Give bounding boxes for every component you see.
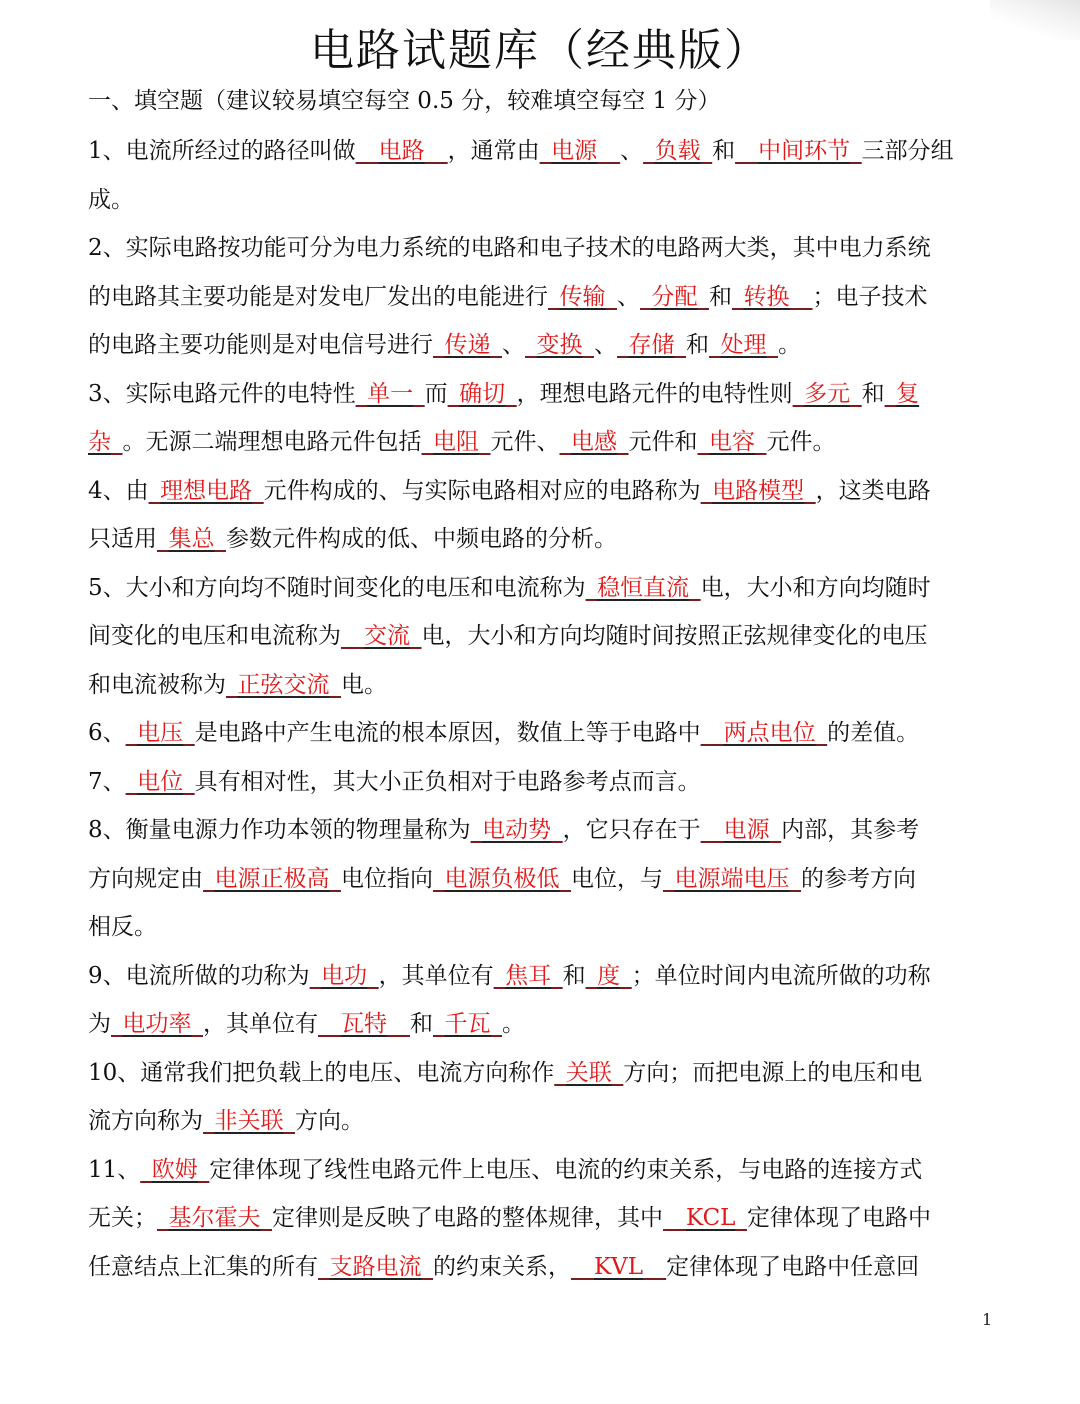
text-line — [88, 619, 928, 653]
question-text: 电位，与 — [571, 865, 663, 892]
answer-blank: __电路__ — [355, 138, 448, 164]
question-text: 相反。 — [88, 914, 157, 940]
question-text: 定律则是反映了电路的整体规律，其中 — [272, 1205, 663, 1231]
question-text: 11、 — [88, 1156, 141, 1183]
question-text: ，其单位有 — [203, 1011, 318, 1037]
answer-blank: _度_ — [585, 962, 632, 989]
question-text: 10、通常我们把负载上的电压、电流方向称作 — [88, 1059, 555, 1086]
answer-blank: _非关联_ — [203, 1108, 295, 1134]
text-line — [88, 1104, 364, 1138]
text-line — [88, 522, 617, 556]
question-text: 电，大小和方向均随时 — [700, 574, 931, 601]
question-text: 和 — [686, 332, 709, 358]
question-text: 8、衡量电源力作功本领的物理量称为 — [88, 817, 471, 843]
answer-blank: 杂_ — [88, 429, 123, 455]
answer-blank: _支路电流_ — [318, 1253, 433, 1280]
question-text: 的电路主要功能则是对电信号进行 — [88, 332, 433, 358]
answer-blank: _电源负极低_ — [433, 865, 571, 892]
text-line — [88, 183, 134, 217]
text-line — [88, 862, 916, 896]
question-text: 1、电流所经过的路径叫做 — [88, 138, 356, 164]
answer-blank: _欧姆_ — [140, 1156, 210, 1183]
text-line — [88, 910, 157, 944]
answer-blank: _焦耳_ — [493, 962, 563, 989]
answer-blank: _理想电路_ — [148, 477, 264, 504]
text-line — [88, 1250, 919, 1284]
answer-blank: _处理_ — [709, 332, 778, 358]
answer-blank: _电容_ — [697, 429, 767, 455]
question-text: 元件。 — [766, 429, 836, 455]
question-text: 是电路中产生电流的根本原因，数值上等于电路中 — [194, 720, 701, 746]
answer-blank: _传输_ — [548, 283, 617, 310]
question-text: 和电流被称为 — [88, 671, 226, 698]
answer-blank: _电阻_ — [421, 429, 491, 455]
answer-blank: _电感_ — [559, 429, 629, 455]
text-line — [88, 474, 931, 508]
answer-blank: _基尔霍夫_ — [157, 1205, 272, 1231]
question-text: 方向；而把电源上的电压和电 — [623, 1059, 923, 1086]
answer-blank: __电源_ — [700, 817, 782, 843]
answer-blank: _电源正极高_ — [203, 865, 341, 892]
question-text: 的电路其主要功能是对发电厂发出的电能进行 — [88, 283, 548, 310]
answer-blank: _存储_ — [617, 332, 686, 358]
answer-blank: _电功_ — [309, 962, 379, 989]
answer-blank: _电功率_ — [111, 1011, 203, 1037]
question-text: 只适用 — [88, 526, 157, 552]
question-text: ，其单位有 — [378, 962, 494, 989]
answer-blank: __瓦特__ — [318, 1011, 410, 1037]
question-text: 电位指向 — [341, 865, 433, 892]
question-text: 的参考方向 — [801, 865, 916, 892]
question-text: 元件构成的、与实际电路相对应的电路称为 — [263, 477, 701, 504]
question-text: 方向。 — [295, 1108, 364, 1134]
question-text: 方向规定由 — [88, 865, 203, 892]
answer-blank: __两点电位_ — [700, 720, 828, 746]
page-number: 1 — [982, 1310, 993, 1329]
answer-blank: _正弦交流_ — [226, 671, 341, 698]
question-text: ，理想电路元件的电特性则 — [516, 380, 793, 407]
question-text: 的约束关系， — [433, 1253, 571, 1280]
text-line — [88, 1201, 931, 1235]
question-text: ，它只存在于 — [562, 817, 701, 843]
answer-blank: _电路模型_ — [700, 477, 816, 504]
text-line — [88, 813, 919, 847]
question-text: 内部，其参考 — [781, 817, 920, 843]
question-text: 3、实际电路元件的电特性 — [88, 380, 356, 407]
text-line — [88, 280, 928, 314]
answer-blank: _复 — [884, 380, 920, 407]
question-text: 9、电流所做的功称为 — [88, 962, 310, 989]
question-text: 任意结点上汇集的所有 — [88, 1253, 318, 1280]
question-text: 5、大小和方向均不随时间变化的电压和电流称为 — [88, 574, 586, 601]
answer-blank: _变换_ — [525, 332, 594, 358]
question-text: 流方向称为 — [88, 1108, 203, 1134]
answer-blank: _传递_ — [433, 332, 502, 358]
answer-blank: __KVL__ — [571, 1253, 667, 1280]
question-text: 和 — [410, 1011, 433, 1037]
question-text: 具有相对性，其大小正负相对于电路参考点而言。 — [194, 768, 701, 795]
question-text: 成。 — [88, 186, 134, 213]
question-text: 定律体现了电路中 — [746, 1205, 931, 1231]
text-line — [88, 571, 931, 605]
question-text: 。 — [502, 1011, 525, 1037]
question-text: 间变化的电压和电流称为 — [88, 623, 341, 649]
answer-blank: _负载_ — [643, 138, 713, 164]
question-text: 、 — [502, 332, 525, 358]
text-line — [88, 1007, 525, 1041]
question-text: 、 — [620, 138, 644, 164]
answer-blank: _分配_ — [640, 283, 709, 310]
question-text: 参数元件构成的低、中频电路的分析。 — [226, 526, 617, 552]
answer-blank: _多元_ — [792, 380, 862, 407]
question-text: 和 — [709, 283, 732, 310]
question-text: 。 — [778, 332, 801, 358]
text-line — [88, 231, 931, 265]
answer-blank: _稳恒直流_ — [585, 574, 701, 601]
question-text: 电。 — [341, 671, 387, 698]
section-heading: 一、填空题（建议较易填空每空 0.5 分，较难填空每空 1 分） — [88, 88, 721, 114]
text-line — [88, 716, 919, 750]
text-line — [88, 765, 701, 799]
answer-blank: _电位_ — [125, 768, 195, 795]
question-text: 定律体现了电路中任意回 — [666, 1253, 920, 1280]
question-text: 电，大小和方向均随时间按照正弦规律变化的电压 — [421, 623, 928, 649]
text-line — [88, 377, 919, 411]
question-text: 和 — [861, 380, 885, 407]
question-text: 2、实际电路按功能可分为电力系统的电路和电子技术的电路两大类，其中电力系统 — [88, 235, 931, 261]
answer-blank: __交流_ — [341, 623, 422, 649]
answer-blank: _电源端电压_ — [663, 865, 801, 892]
text-line — [88, 959, 931, 993]
document-title: 电路试题库（经典版） — [310, 25, 770, 76]
question-text: 、 — [594, 332, 617, 358]
answer-blank: _电压_ — [125, 720, 195, 746]
question-text: 。无源二端理想电路元件包括 — [122, 429, 422, 455]
question-text: ，通常由 — [447, 138, 540, 164]
answer-blank: _确切_ — [447, 380, 517, 407]
text-line — [88, 134, 954, 168]
question-text: 7、 — [88, 768, 126, 795]
answer-blank: _集总_ — [157, 526, 226, 552]
question-text: 三部分组 — [861, 138, 954, 164]
question-text: ；单位时间内电流所做的功称 — [631, 962, 931, 989]
answer-blank: __中间环节_ — [735, 138, 862, 164]
answer-blank: _电源__ — [539, 138, 621, 164]
answer-blank: _电动势_ — [470, 817, 563, 843]
question-text: 6、 — [88, 720, 126, 746]
text-line — [88, 425, 836, 459]
question-text: ，这类电路 — [815, 477, 931, 504]
question-text: 为 — [88, 1011, 111, 1037]
question-text: ；电子技术 — [812, 283, 928, 310]
question-text: 的差值。 — [827, 720, 920, 746]
question-text: 无关； — [88, 1205, 157, 1231]
text-line — [88, 1153, 922, 1187]
question-text: 元件、 — [490, 429, 560, 455]
question-text: 4、由 — [88, 477, 149, 504]
text-line — [88, 668, 387, 702]
answer-blank: __KCL_ — [663, 1205, 747, 1231]
question-text: 、 — [617, 283, 640, 310]
question-text: 和 — [562, 962, 586, 989]
question-text: 和 — [712, 138, 736, 164]
question-text: 定律体现了线性电路元件上电压、电流的约束关系，与电路的连接方式 — [209, 1156, 923, 1183]
text-line — [88, 328, 801, 362]
question-text: 而 — [424, 380, 448, 407]
text-line — [88, 1056, 922, 1090]
answer-blank: _千瓦_ — [433, 1011, 502, 1037]
question-text: 元件和 — [628, 429, 698, 455]
answer-blank: _转换__ — [732, 283, 813, 310]
answer-blank: _关联_ — [554, 1059, 624, 1086]
answer-blank: _单一_ — [355, 380, 425, 407]
